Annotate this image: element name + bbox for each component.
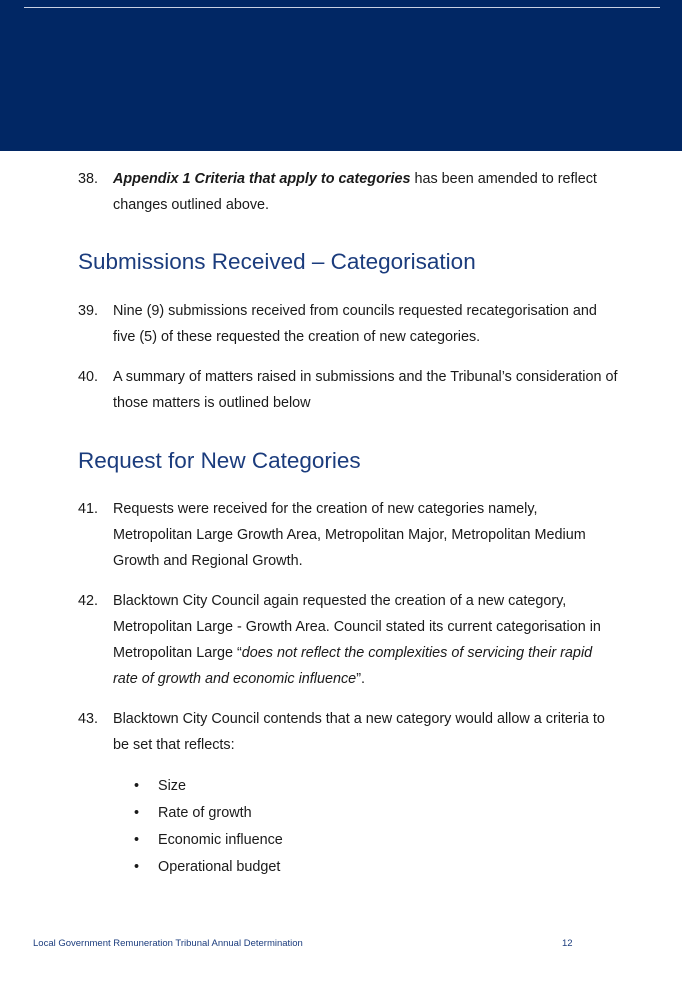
paragraph-40	[78, 364, 618, 416]
paragraph-text: Requests were received for the creation of new categories namely, Metropolitan Large Growth Area, Metropolitan Major, Metropolitan Medium Growth and Regional Growth.	[113, 501, 586, 569]
list-item-label: Rate of growth	[158, 805, 252, 821]
list-item	[134, 802, 283, 829]
banner-rule	[24, 7, 660, 8]
paragraph-number: 40.	[78, 369, 99, 385]
section-heading-new-categories: Request for New Categories	[78, 448, 361, 473]
list-item	[134, 775, 283, 802]
paragraph-body	[113, 588, 618, 692]
page-number: 12	[562, 938, 573, 949]
paragraph-39	[78, 298, 618, 350]
paragraph-text: has been amended to reflect changes outlined above.	[113, 171, 597, 213]
paragraph-number: 42.	[78, 593, 99, 609]
criteria-list	[134, 775, 283, 883]
list-item	[134, 856, 283, 883]
bullet-icon: •	[134, 805, 140, 821]
quoted-text: does not reflect the complexities of servicing their rapid rate of growth and economic influence	[113, 645, 593, 687]
paragraph-text: Blacktown City Council contends that a new category would allow a criteria to be set that reflects:	[113, 711, 605, 753]
bullet-icon: •	[134, 778, 140, 794]
header-banner	[0, 0, 682, 151]
bullet-icon: •	[134, 832, 140, 848]
paragraph-text: Blacktown City Council again requested the creation of a new category, Metropolitan Large - Growth Area. Council stated its current categorisation in Metropolitan Large “	[113, 593, 601, 661]
paragraph-42	[78, 588, 618, 692]
paragraph-number: 38.	[78, 171, 99, 187]
paragraph-38	[78, 166, 618, 218]
paragraph-text: Nine (9) submissions received from councils requested recategorisation and five (5) of these requested the creation of new categories.	[113, 303, 597, 345]
paragraph-number: 41.	[78, 501, 99, 517]
paragraph-43	[78, 706, 618, 758]
bullet-icon: •	[134, 859, 140, 875]
footer-title: Local Government Remuneration Tribunal Annual Determination	[33, 938, 303, 949]
paragraph-number: 39.	[78, 303, 99, 319]
list-item	[134, 829, 283, 856]
paragraph-body	[113, 166, 618, 218]
paragraph-41	[78, 496, 618, 574]
paragraph-text-end: ”.	[356, 671, 365, 687]
list-item-label: Economic influence	[158, 832, 283, 848]
list-item-label: Operational budget	[158, 859, 281, 875]
paragraph-number: 43.	[78, 711, 99, 727]
appendix-reference: Appendix 1 Criteria that apply to categories	[113, 171, 411, 187]
section-heading-submissions: Submissions Received – Categorisation	[78, 249, 476, 274]
paragraph-text: A summary of matters raised in submissions and the Tribunal’s consideration of those matters is outlined below	[113, 369, 618, 411]
list-item-label: Size	[158, 778, 186, 794]
